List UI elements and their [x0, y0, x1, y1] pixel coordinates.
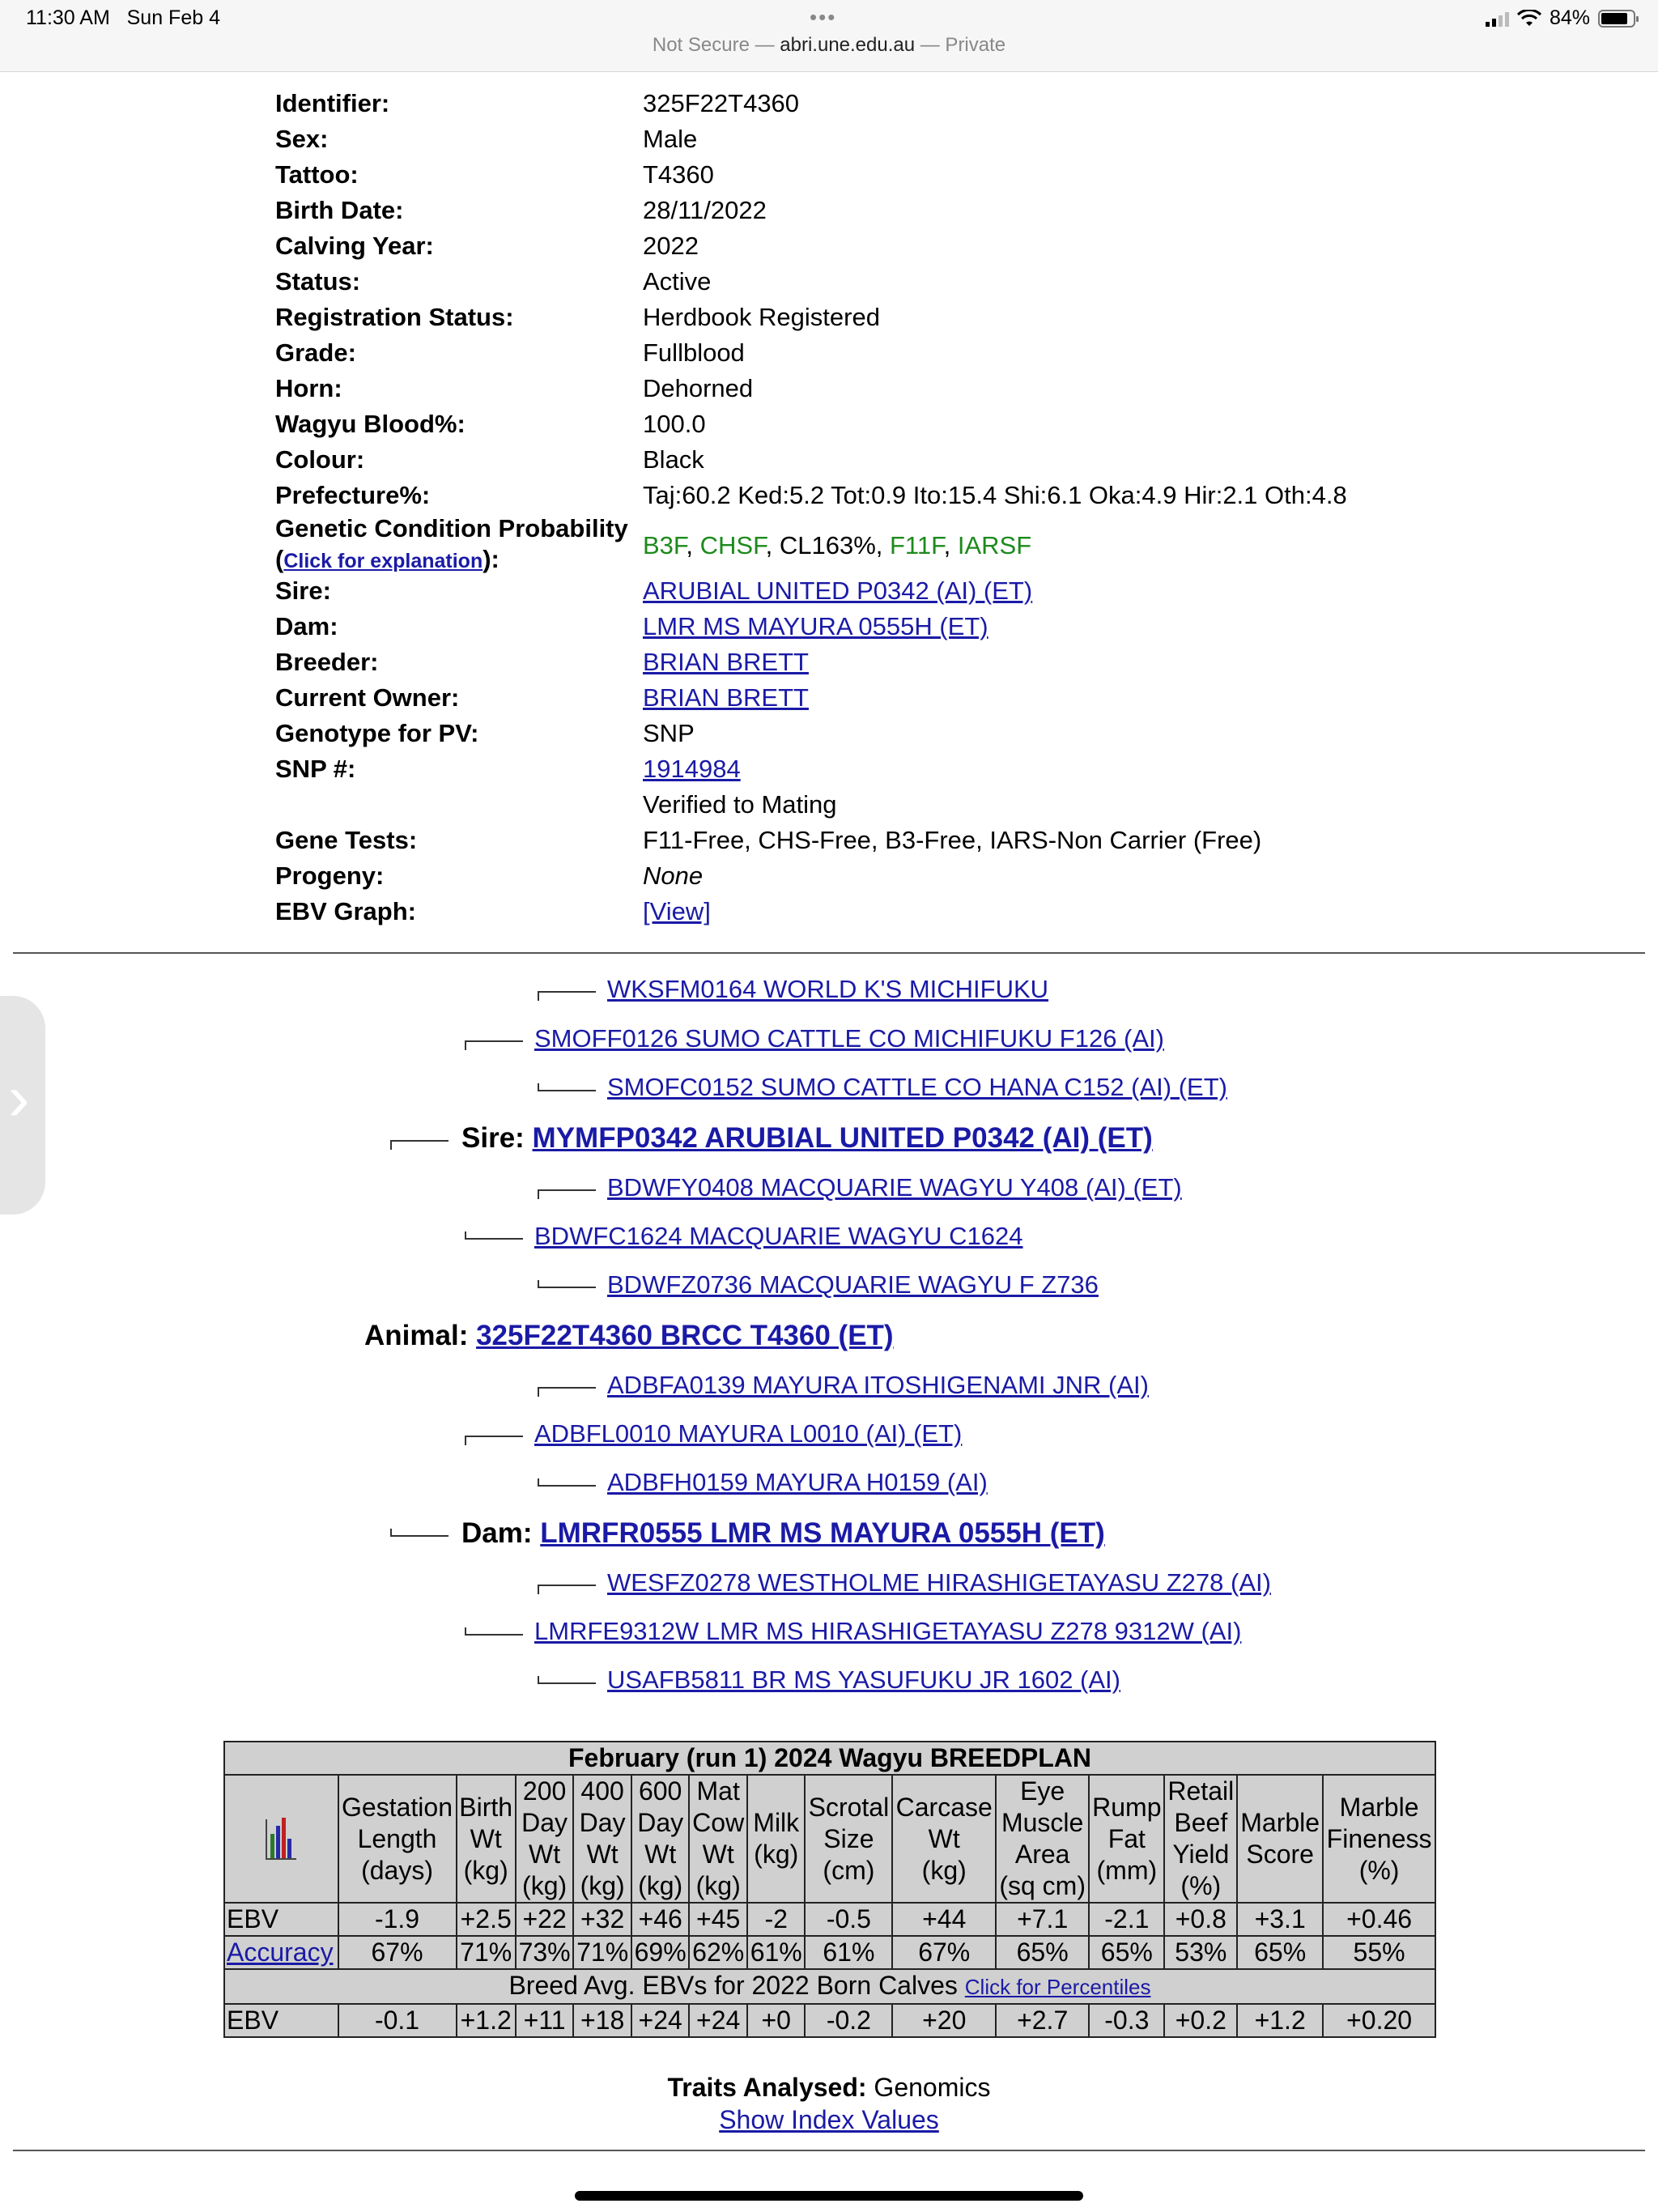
- accuracy-value-cell: 61%: [805, 1936, 892, 1969]
- pedigree-connector: [465, 1627, 523, 1636]
- ebv-graph-icon-cell[interactable]: [224, 1775, 338, 1903]
- sex-label: Sex:: [275, 125, 329, 153]
- sidebar-handle-icon[interactable]: [0, 996, 45, 1214]
- breed-average-heading: Breed Avg. EBVs for 2022 Born Calves Click for Percentiles: [224, 1969, 1435, 2004]
- divider: [13, 952, 1645, 954]
- ebv-column-header: 200 Day Wt (kg): [516, 1775, 574, 1903]
- accuracy-value-cell: 61%: [747, 1936, 806, 1969]
- ebv-column-header: Mat Cow Wt (kg): [689, 1775, 747, 1903]
- ebv-graph-link[interactable]: [View]: [643, 897, 711, 925]
- more-dots-icon[interactable]: •••: [810, 5, 837, 29]
- ebv-column-header: Eye Muscle Area (sq cm): [996, 1775, 1089, 1903]
- pedigree-sire-dam-dam[interactable]: BDWFZ0736 MACQUARIE WAGYU F Z736: [607, 1270, 1099, 1299]
- ebv-table-title: February (run 1) 2024 Wagyu BREEDPLAN: [224, 1742, 1435, 1775]
- sire-link[interactable]: ARUBIAL UNITED P0342 (AI) (ET): [643, 576, 1033, 605]
- owner-link[interactable]: BRIAN BRETT: [643, 683, 809, 712]
- gene-tests-label: Gene Tests:: [275, 826, 418, 854]
- tattoo-value: T4360: [643, 160, 714, 189]
- genotype-label: Genotype for PV:: [275, 719, 479, 747]
- sex-value: Male: [643, 125, 698, 153]
- dam-link[interactable]: LMR MS MAYURA 0555H (ET): [643, 612, 988, 640]
- status-time: 11:30 AM Sun Feb 4: [26, 6, 220, 29]
- ebv-column-header: Rump Fat (mm): [1089, 1775, 1164, 1903]
- pedigree-connector: [538, 1083, 596, 1091]
- pedigree-connector: [538, 1280, 596, 1288]
- wagyu-blood-value: 100.0: [643, 410, 706, 438]
- pedigree-connector: [538, 1676, 596, 1684]
- accuracy-value-cell: 71%: [457, 1936, 516, 1969]
- ebv-column-header: Birth Wt (kg): [457, 1775, 516, 1903]
- breed-avg-value-cell: -0.1: [338, 2004, 457, 2037]
- owner-label: Current Owner:: [275, 683, 460, 712]
- ebv-column-header: Retail Beef Yield (%): [1164, 1775, 1237, 1903]
- accuracy-value-cell: 65%: [1089, 1936, 1164, 1969]
- ebv-value-cell: +44: [892, 1903, 996, 1936]
- percentiles-link[interactable]: Click for Percentiles: [964, 1975, 1151, 1999]
- progeny-value: None: [643, 861, 704, 890]
- breed-avg-value-cell: +20: [892, 2004, 996, 2037]
- registration-status-value: Herdbook Registered: [643, 303, 880, 331]
- pedigree-dam-dam-sire[interactable]: WESFZ0278 WESTHOLME HIRASHIGETAYASU Z278 (AI): [607, 1568, 1271, 1597]
- ebv-value-cell: +2.5: [457, 1903, 516, 1936]
- pedigree-sire: Sire: MYMFP0342 ARUBIAL UNITED P0342 (AI) (ET): [461, 1122, 1153, 1154]
- breeder-label: Breeder:: [275, 648, 379, 676]
- breeder-link[interactable]: BRIAN BRETT: [643, 648, 809, 676]
- ebv-value-cell: +0.8: [1164, 1903, 1237, 1936]
- status-label: Status:: [275, 267, 361, 296]
- pedigree-animal: Animal: 325F22T4360 BRCC T4360 (ET): [364, 1320, 894, 1351]
- ebv-value-cell: -2.1: [1089, 1903, 1164, 1936]
- traits-analysed: Traits Analysed: Genomics: [667, 2073, 991, 2102]
- ebv-value-cell: +0.46: [1323, 1903, 1435, 1936]
- genetic-condition-value: B3F, CHSF, CL163%, F11F, IARSF: [643, 531, 1032, 559]
- ebv-value-cell: +45: [689, 1903, 747, 1936]
- pedigree-dam-sire-dam[interactable]: ADBFH0159 MAYURA H0159 (AI): [607, 1468, 988, 1496]
- breed-avg-value-cell: +24: [631, 2004, 690, 2037]
- wagyu-blood-label: Wagyu Blood%:: [275, 410, 466, 438]
- accuracy-value-cell: 67%: [892, 1936, 996, 1969]
- snp-label: SNP #:: [275, 755, 356, 783]
- accuracy-label[interactable]: [224, 1936, 338, 1969]
- ebv-column-header: Marble Score: [1237, 1775, 1323, 1903]
- pedigree-dam: Dam: LMRFR0555 LMR MS MAYURA 0555H (ET): [461, 1517, 1105, 1549]
- pedigree-dam-dam-dam[interactable]: USAFB5811 BR MS YASUFUKU JR 1602 (AI): [607, 1665, 1120, 1694]
- verified-text: Verified to Mating: [643, 790, 837, 819]
- pedigree-connector: [538, 1189, 596, 1199]
- pedigree-sire-sire[interactable]: SMOFF0126 SUMO CATTLE CO MICHIFUKU F126 (AI): [534, 1024, 1164, 1053]
- explanation-link[interactable]: Click for explanation: [283, 550, 483, 572]
- pedigree-dam-dam[interactable]: LMRFE9312W LMR MS HIRASHIGETAYASU Z278 9312W (AI): [534, 1617, 1242, 1645]
- dam-label: Dam:: [275, 612, 338, 640]
- pedigree-sire-sire-sire[interactable]: WKSFM0164 WORLD K'S MICHIFUKU: [607, 975, 1049, 1003]
- pedigree-sire-dam-sire[interactable]: BDWFY0408 MACQUARIE WAGYU Y408 (AI) (ET): [607, 1173, 1182, 1202]
- breed-avg-value-cell: +0.20: [1323, 2004, 1435, 2037]
- breed-avg-ebv-label: EBV: [224, 2004, 338, 2037]
- colour-value: Black: [643, 445, 704, 474]
- pedigree-sire-dam[interactable]: BDWFC1624 MACQUARIE WAGYU C1624: [534, 1222, 1023, 1250]
- breed-avg-value-cell: +11: [516, 2004, 574, 2037]
- ebv-column-header: Scrotal Size (cm): [805, 1775, 892, 1903]
- breed-avg-value-cell: +0: [747, 2004, 806, 2037]
- accuracy-value-cell: 53%: [1164, 1936, 1237, 1969]
- status-bar: [0, 0, 1658, 72]
- home-indicator[interactable]: [575, 2191, 1083, 2201]
- birth-date-value: 28/11/2022: [643, 196, 767, 224]
- breed-avg-value-cell: +2.7: [996, 2004, 1089, 2037]
- pedigree-dam-link[interactable]: LMRFR0555 LMR MS MAYURA 0555H (ET): [540, 1517, 1105, 1549]
- pedigree-connector: [538, 991, 596, 1001]
- ebv-column-header: Gestation Length (days): [338, 1775, 457, 1903]
- calving-year-value: 2022: [643, 232, 699, 260]
- ebv-column-header: Carcase Wt (kg): [892, 1775, 996, 1903]
- accuracy-value-cell: 71%: [573, 1936, 631, 1969]
- identifier-value: 325F22T4360: [643, 89, 800, 117]
- accuracy-value-cell: 65%: [1237, 1936, 1323, 1969]
- ebv-column-header: Marble Fineness (%): [1323, 1775, 1435, 1903]
- accuracy-value-cell: 67%: [338, 1936, 457, 1969]
- ebv-value-cell: +46: [631, 1903, 690, 1936]
- ebv-row-label: EBV: [224, 1903, 338, 1936]
- pedigree-connector: [465, 1436, 523, 1445]
- accuracy-value-cell: 73%: [516, 1936, 574, 1969]
- ebv-value-cell: +3.1: [1237, 1903, 1323, 1936]
- horn-value: Dehorned: [643, 374, 754, 402]
- pedigree-connector: [390, 1140, 449, 1150]
- breed-avg-value-cell: +1.2: [457, 2004, 516, 2037]
- battery-icon: [1598, 10, 1635, 28]
- genotype-value: SNP: [643, 719, 695, 747]
- pedigree-connector: [465, 1040, 523, 1050]
- grade-label: Grade:: [275, 338, 356, 367]
- ebv-table: [223, 1741, 1436, 2038]
- breed-avg-value-cell: +1.2: [1237, 2004, 1323, 2037]
- signal-icon: [1486, 11, 1509, 27]
- ebv-column-header: 600 Day Wt (kg): [631, 1775, 690, 1903]
- pedigree-connector: [538, 1387, 596, 1397]
- pedigree-connector: [538, 1585, 596, 1594]
- ebv-value-cell: +32: [573, 1903, 631, 1936]
- genetic-condition-label: Genetic Condition Probability (Click for explanation):: [275, 514, 628, 573]
- accuracy-value-cell: 55%: [1323, 1936, 1435, 1969]
- ebv-value-cell: -0.5: [805, 1903, 892, 1936]
- grade-value: Fullblood: [643, 338, 745, 367]
- accuracy-value-cell: 69%: [631, 1936, 690, 1969]
- ebv-value-cell: +22: [516, 1903, 574, 1936]
- wifi-icon: [1517, 10, 1541, 28]
- accuracy-value-cell: 62%: [689, 1936, 747, 1969]
- divider: [13, 2150, 1645, 2151]
- progeny-label: Progeny:: [275, 861, 385, 890]
- snp-link[interactable]: 1914984: [643, 755, 741, 783]
- pedigree-connector: [390, 1529, 449, 1537]
- ebv-graph-label: EBV Graph:: [275, 897, 416, 925]
- calving-year-label: Calving Year:: [275, 232, 434, 260]
- birth-date-label: Birth Date:: [275, 196, 404, 224]
- tattoo-label: Tattoo:: [275, 160, 359, 189]
- breed-avg-value-cell: +24: [689, 2004, 747, 2037]
- prefecture-label: Prefecture%:: [275, 481, 431, 509]
- address-bar[interactable]: Not Secure — abri.une.edu.au — Private: [652, 34, 1006, 56]
- breed-avg-value-cell: +0.2: [1164, 2004, 1237, 2037]
- registration-status-label: Registration Status:: [275, 303, 514, 331]
- ebv-value-cell: -1.9: [338, 1903, 457, 1936]
- status-indicators: [1486, 6, 1635, 30]
- pedigree-sire-link[interactable]: MYMFP0342 ARUBIAL UNITED P0342 (AI) (ET): [532, 1122, 1153, 1154]
- colour-label: Colour:: [275, 445, 365, 474]
- show-index-values-link[interactable]: Show Index Values: [719, 2105, 939, 2134]
- pedigree-sire-sire-dam[interactable]: SMOFC0152 SUMO CATTLE CO HANA C152 (AI) (ET): [607, 1073, 1227, 1101]
- horn-label: Horn:: [275, 374, 342, 402]
- pedigree-connector: [465, 1231, 523, 1240]
- breed-avg-value-cell: +18: [573, 2004, 631, 2037]
- gene-tests-value: F11-Free, CHS-Free, B3-Free, IARS-Non Carrier (Free): [643, 826, 1262, 854]
- sire-label: Sire:: [275, 576, 331, 605]
- status-value: Active: [643, 267, 712, 296]
- bar-chart-icon[interactable]: [264, 1816, 298, 1861]
- accuracy-value-cell: 65%: [996, 1936, 1089, 1969]
- pedigree-animal-link[interactable]: 325F22T4360 BRCC T4360 (ET): [476, 1320, 894, 1351]
- pedigree-dam-sire[interactable]: ADBFL0010 MAYURA L0010 (AI) (ET): [534, 1419, 963, 1448]
- battery-percent: 84%: [1549, 6, 1590, 29]
- ebv-column-header: Milk (kg): [747, 1775, 806, 1903]
- breed-avg-value-cell: -0.2: [805, 2004, 892, 2037]
- pedigree-connector: [538, 1478, 596, 1487]
- breed-avg-value-cell: -0.3: [1089, 2004, 1164, 2037]
- accuracy-link[interactable]: Accuracy: [227, 1938, 334, 1967]
- identifier-label: Identifier:: [275, 89, 390, 117]
- ebv-column-header: 400 Day Wt (kg): [573, 1775, 631, 1903]
- prefecture-value: Taj:60.2 Ked:5.2 Tot:0.9 Ito:15.4 Shi:6.1 Oka:4.9 Hir:2.1 Oth:4.8: [643, 481, 1347, 509]
- ebv-value-cell: +7.1: [996, 1903, 1089, 1936]
- pedigree-dam-sire-sire[interactable]: ADBFA0139 MAYURA ITOSHIGENAMI JNR (AI): [607, 1371, 1149, 1399]
- ebv-value-cell: -2: [747, 1903, 806, 1936]
